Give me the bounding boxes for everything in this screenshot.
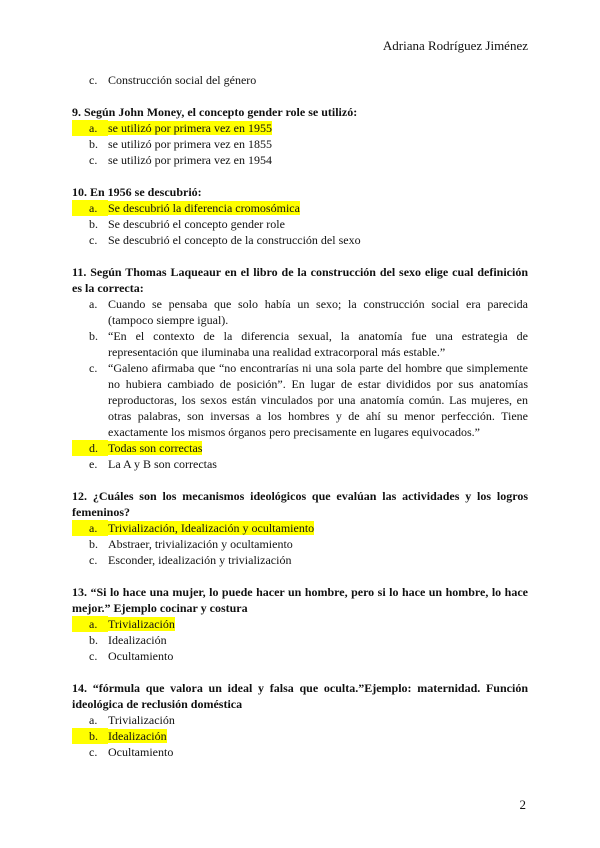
question-12-title: 12. ¿Cuáles son los mecanismos ideológicos que evalúan las actividades y los logros femeninos? <box>72 489 528 519</box>
option-text: Idealización <box>108 729 167 743</box>
option-text: se utilizó por primera vez en 1954 <box>108 153 272 167</box>
option-text: Todas son correctas <box>108 441 203 455</box>
option-label: b. <box>72 728 108 744</box>
q13-option-b <box>72 632 528 648</box>
option-label: c. <box>89 553 98 567</box>
question-13-title: 13. “Si lo hace una mujer, lo puede hacer un hombre, pero si lo hace un hombre, lo hace mejor.” Ejemplo cocinar y costura <box>72 585 528 615</box>
option-label: c. <box>89 153 98 167</box>
option-label: b. <box>89 633 98 647</box>
q10-option-b <box>72 216 528 232</box>
option-label: a. <box>89 297 98 311</box>
option-text: Trivialización <box>108 713 175 727</box>
q9-option-c <box>72 152 528 168</box>
option-text: se utilizó por primera vez en 1955 <box>108 121 272 135</box>
option-label: a. <box>72 120 108 136</box>
question-14-title: 14. “fórmula que valora un ideal y falsa que oculta.”Ejemplo: maternidad. Función ideológica de reclusión doméstica <box>72 681 528 711</box>
option-label: b. <box>89 329 98 343</box>
intro-option <box>72 72 528 88</box>
q12-option-c <box>72 552 528 568</box>
question-11-title: 11. Según Thomas Laqueaur en el libro de la construcción del sexo elige cual definición es la correcta: <box>72 265 528 295</box>
q14-option-a <box>72 712 528 728</box>
q13-option-c <box>72 648 528 664</box>
q9-option-a <box>72 120 528 136</box>
q10-option-c <box>72 232 528 248</box>
q14-option-b <box>72 728 528 744</box>
q12-option-b <box>72 536 528 552</box>
document-body <box>72 72 528 760</box>
option-text: Idealización <box>108 633 167 647</box>
option-text: La A y B son correctas <box>108 457 217 471</box>
page-number: 2 <box>519 797 526 812</box>
option-text: se utilizó por primera vez en 1855 <box>108 137 272 151</box>
option-label: a. <box>72 520 108 536</box>
option-label: b. <box>89 537 98 551</box>
option-label: a. <box>89 713 98 727</box>
option-label: c. <box>89 649 98 663</box>
q10-option-a <box>72 200 528 216</box>
option-text: Trivialización <box>108 617 175 631</box>
option-text: Ocultamiento <box>108 649 174 663</box>
option-text: Construcción social del género <box>108 73 257 87</box>
q13-option-a <box>72 616 528 632</box>
option-label: c. <box>89 73 98 87</box>
q9-option-b <box>72 136 528 152</box>
option-text: Esconder, idealización y trivialización <box>108 553 292 567</box>
option-text: Trivialización, Idealización y ocultamiento <box>108 521 315 535</box>
option-label: e. <box>89 457 98 471</box>
q12-option-a <box>72 520 528 536</box>
option-text: Abstraer, trivialización y ocultamiento <box>108 537 293 551</box>
q11-option-c <box>72 360 528 440</box>
page-header-author: Adriana Rodríguez Jiménez <box>382 38 528 53</box>
option-text: Cuando se pensaba que solo había un sexo; la construcción social era parecida (tampoco siempre igual). <box>108 297 528 327</box>
question-10-title: 10. En 1956 se descubrió: <box>72 185 202 199</box>
option-text: Se descubrió el concepto de la construcción del sexo <box>108 233 361 247</box>
option-label: c. <box>89 745 98 759</box>
option-label: a. <box>72 616 108 632</box>
q11-option-a <box>72 296 528 328</box>
option-label: a. <box>72 200 108 216</box>
option-text: “En el contexto de la diferencia sexual, la anatomía fue una estrategia de representación que iluminaba una realidad extracorporal más estable.” <box>108 329 528 359</box>
option-text: “Galeno afirmaba que “no encontrarías ni una sola parte del hombre que simplemente no hubiera cambiado de posición”. En lugar de estar divididos por sus anatomías reproductoras, los sexos están vinculados por una anatomía común. Las mujeres, en otras palabras, son inversas a los hombres y de ahí su menor perfección. Tiene exactamente los mismos órganos pero precisamente en lugares equivocados.” <box>108 361 528 439</box>
q11-option-e <box>72 456 528 472</box>
option-label: b. <box>89 217 98 231</box>
option-label: b. <box>89 137 98 151</box>
q11-option-d <box>72 440 528 456</box>
q14-option-c <box>72 744 528 760</box>
option-label: c. <box>89 233 98 247</box>
option-text: Ocultamiento <box>108 745 174 759</box>
question-9-title: 9. Según John Money, el concepto gender role se utilizó: <box>72 105 358 119</box>
q11-option-b <box>72 328 528 360</box>
option-text: Se descubrió la diferencia cromosómica <box>108 201 300 215</box>
option-text: Se descubrió el concepto gender role <box>108 217 285 231</box>
option-label: d. <box>72 440 108 456</box>
option-label: c. <box>89 361 98 375</box>
